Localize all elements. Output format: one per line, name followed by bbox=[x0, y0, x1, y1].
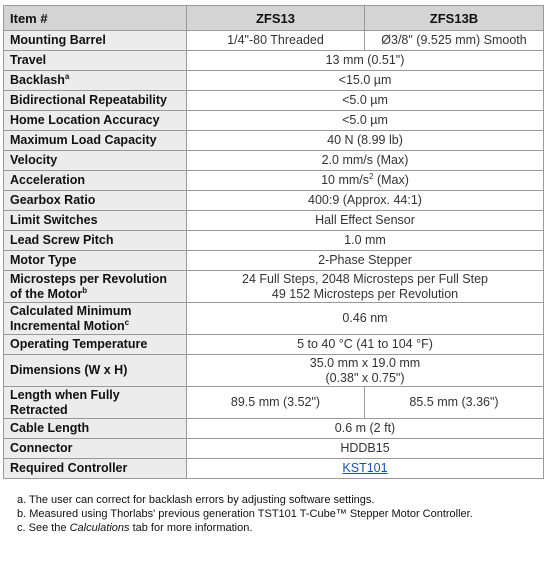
label-text: Calculated Minimum bbox=[10, 303, 132, 318]
header-zfs13b: ZFS13B bbox=[365, 6, 544, 31]
footnote-b: b. Measured using Thorlabs' previous generation TST101 T-Cube™ Stepper Motor Controller. bbox=[17, 508, 473, 520]
table-row bbox=[4, 271, 544, 303]
table-row bbox=[4, 419, 544, 439]
table-header-row bbox=[4, 6, 544, 31]
row-label: Travel bbox=[4, 51, 187, 71]
row-label bbox=[4, 387, 187, 419]
header-zfs13: ZFS13 bbox=[187, 6, 365, 31]
label-text: Backlash bbox=[10, 73, 65, 87]
footnote-c bbox=[17, 521, 543, 535]
table-row bbox=[4, 231, 544, 251]
value-text: 49 152 Microsteps per Revolution bbox=[271, 286, 459, 301]
footnote-text: tab for more information. bbox=[129, 522, 253, 534]
row-value bbox=[187, 171, 544, 191]
row-value: <15.0 µm bbox=[187, 71, 544, 91]
superscript: 2 bbox=[369, 171, 374, 181]
footnote-a: a. The user can correct for backlash errors by adjusting software settings. bbox=[17, 494, 375, 506]
calculations-tab-reference: Calculations bbox=[69, 522, 130, 534]
table-row bbox=[4, 31, 544, 51]
footnotes bbox=[3, 493, 543, 535]
label-text: Retracted bbox=[10, 402, 68, 417]
row-label: Limit Switches bbox=[4, 211, 187, 231]
row-value: 0.46 nm bbox=[187, 303, 544, 335]
row-label: Maximum Load Capacity bbox=[4, 131, 187, 151]
row-value: 400:9 (Approx. 44:1) bbox=[187, 191, 544, 211]
table-row bbox=[4, 355, 544, 387]
row-value: 40 N (8.99 lb) bbox=[187, 131, 544, 151]
row-label bbox=[4, 303, 187, 335]
footnote-text: c. See the bbox=[17, 522, 70, 534]
row-label: Lead Screw Pitch bbox=[4, 231, 187, 251]
table-row bbox=[4, 387, 544, 419]
row-label: Connector bbox=[4, 439, 187, 459]
row-label: Acceleration bbox=[4, 171, 187, 191]
row-label: Required Controller bbox=[4, 459, 187, 479]
footnote-marker: c bbox=[124, 317, 130, 327]
footnote-marker: b bbox=[82, 285, 88, 295]
row-value: Ø3/8" (9.525 mm) Smooth bbox=[365, 31, 544, 51]
row-value: 1.0 mm bbox=[187, 231, 544, 251]
row-label: Gearbox Ratio bbox=[4, 191, 187, 211]
row-label: Mounting Barrel bbox=[4, 31, 187, 51]
table-row bbox=[4, 251, 544, 271]
header-item: Item # bbox=[4, 6, 187, 31]
row-value: 85.5 mm (3.36") bbox=[365, 387, 544, 419]
table-row bbox=[4, 191, 544, 211]
row-value: <5.0 µm bbox=[187, 91, 544, 111]
row-value: 2-Phase Stepper bbox=[187, 251, 544, 271]
row-label: Operating Temperature bbox=[4, 335, 187, 355]
label-text: Length when Fully bbox=[10, 387, 120, 402]
row-value: <5.0 µm bbox=[187, 111, 544, 131]
label-text: Microsteps per Revolution bbox=[10, 271, 167, 286]
table-row bbox=[4, 303, 544, 335]
footnote-marker: a bbox=[64, 71, 70, 81]
value-text: (0.38" x 0.75") bbox=[325, 370, 405, 385]
row-label bbox=[4, 71, 187, 91]
table-row bbox=[4, 335, 544, 355]
table-row bbox=[4, 111, 544, 131]
table-row bbox=[4, 51, 544, 71]
spec-table-container bbox=[3, 5, 543, 535]
row-value bbox=[187, 459, 544, 479]
table-row bbox=[4, 439, 544, 459]
row-value: 2.0 mm/s (Max) bbox=[187, 151, 544, 171]
specifications-table bbox=[3, 5, 544, 479]
label-text: of the Motor bbox=[10, 286, 83, 301]
row-value: 5 to 40 °C (41 to 104 °F) bbox=[187, 335, 544, 355]
row-value: 1/4"-80 Threaded bbox=[187, 31, 365, 51]
value-text: 10 mm/s bbox=[321, 173, 370, 187]
row-label: Cable Length bbox=[4, 419, 187, 439]
table-row bbox=[4, 131, 544, 151]
kst101-link[interactable]: KST101 bbox=[342, 461, 388, 475]
value-text: 35.0 mm x 19.0 mm bbox=[309, 355, 421, 370]
value-text: 24 Full Steps, 2048 Microsteps per Full Step bbox=[242, 271, 488, 286]
table-row bbox=[4, 171, 544, 191]
row-label: Dimensions (W x H) bbox=[4, 355, 187, 387]
row-label: Motor Type bbox=[4, 251, 187, 271]
row-value bbox=[187, 355, 544, 387]
row-label bbox=[4, 271, 187, 303]
row-value: 0.6 m (2 ft) bbox=[187, 419, 544, 439]
row-value: 13 mm (0.51") bbox=[187, 51, 544, 71]
label-text: Incremental Motion bbox=[10, 318, 125, 333]
value-text: (Max) bbox=[373, 173, 409, 187]
row-value: 89.5 mm (3.52") bbox=[187, 387, 365, 419]
row-label: Bidirectional Repeatability bbox=[4, 91, 187, 111]
row-value bbox=[187, 271, 544, 303]
table-row bbox=[4, 71, 544, 91]
row-label: Home Location Accuracy bbox=[4, 111, 187, 131]
row-label: Velocity bbox=[4, 151, 187, 171]
table-row bbox=[4, 91, 544, 111]
table-row bbox=[4, 459, 544, 479]
table-row bbox=[4, 151, 544, 171]
row-value: Hall Effect Sensor bbox=[187, 211, 544, 231]
row-value: HDDB15 bbox=[187, 439, 544, 459]
table-row bbox=[4, 211, 544, 231]
